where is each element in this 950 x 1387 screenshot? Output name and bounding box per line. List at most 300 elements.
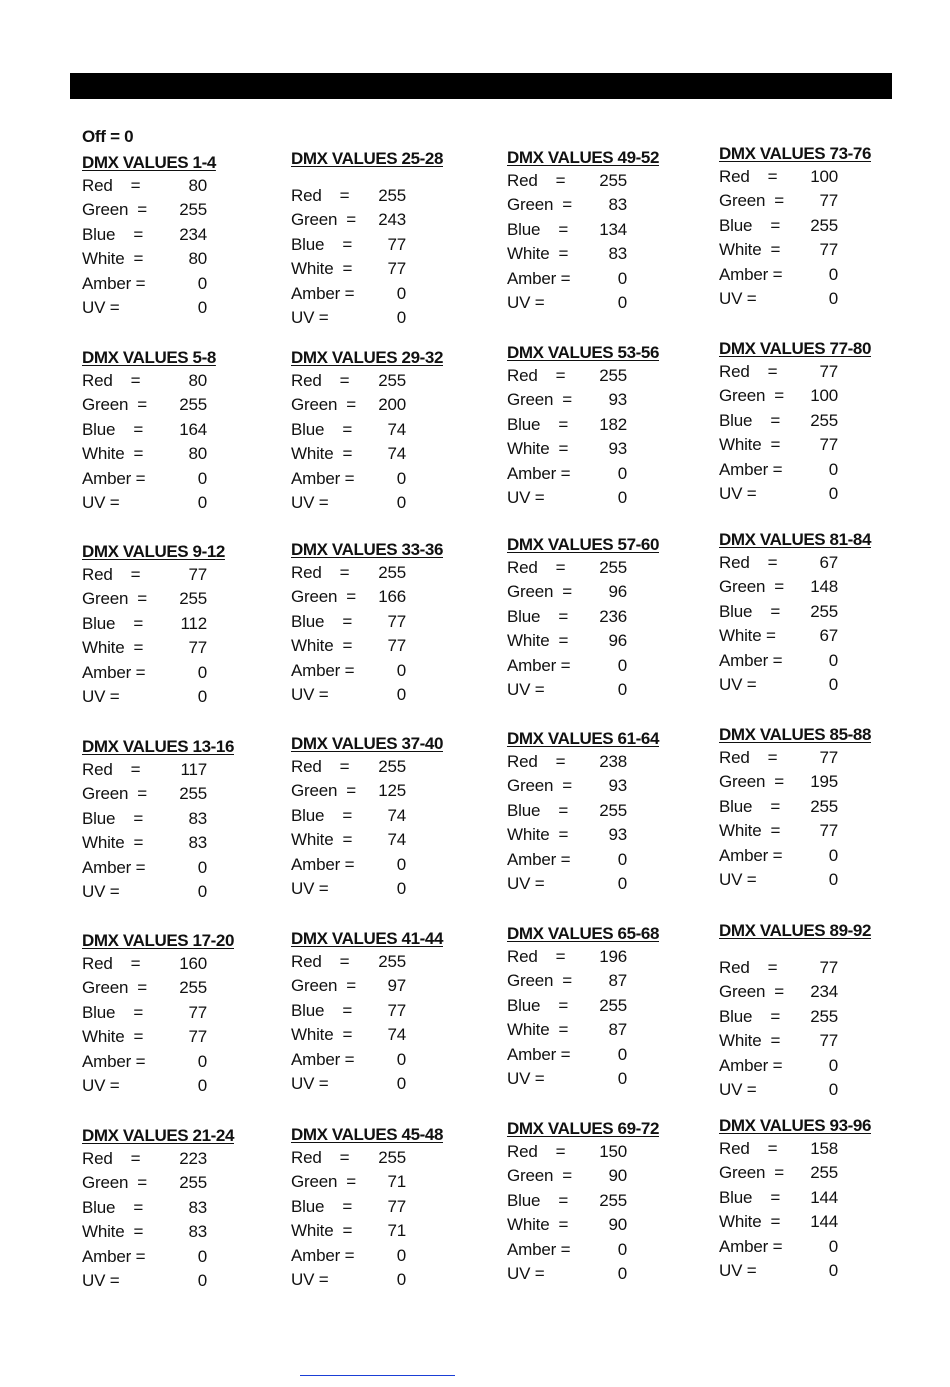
dmx-block bbox=[507, 924, 707, 1093]
dmx-value-row bbox=[507, 1020, 707, 1044]
dmx-block-title: DMX VALUES 5-8 bbox=[82, 348, 216, 367]
channel-label: Blue = bbox=[507, 219, 569, 239]
channel-label: UV = bbox=[291, 878, 329, 898]
dmx-value-row bbox=[719, 1031, 919, 1055]
channel-label: Blue = bbox=[507, 606, 569, 626]
dmx-value-row bbox=[82, 1052, 282, 1076]
channel-value: 77 bbox=[188, 638, 207, 658]
dmx-value-row bbox=[507, 874, 707, 898]
channel-label: Green = bbox=[719, 386, 785, 406]
dmx-value-row bbox=[719, 1007, 919, 1031]
channel-label: White = bbox=[719, 435, 781, 455]
channel-label: Green = bbox=[507, 1166, 573, 1186]
dmx-value-row bbox=[507, 947, 707, 971]
dmx-value-row bbox=[719, 772, 919, 796]
channel-label: Amber = bbox=[719, 459, 783, 479]
channel-value: 160 bbox=[179, 954, 207, 973]
dmx-value-row bbox=[291, 1074, 491, 1098]
channel-value: 255 bbox=[599, 1190, 627, 1210]
channel-value: 164 bbox=[179, 419, 207, 439]
dmx-block bbox=[719, 144, 919, 313]
channel-label: White = bbox=[719, 1212, 781, 1232]
channel-label: Green = bbox=[291, 781, 357, 801]
channel-value: 77 bbox=[387, 1196, 406, 1216]
channel-value: 67 bbox=[819, 553, 838, 572]
channel-value: 255 bbox=[179, 200, 207, 220]
channel-label: White = bbox=[82, 638, 144, 658]
channel-value: 166 bbox=[378, 587, 406, 607]
channel-value: 195 bbox=[810, 772, 838, 792]
channel-label: Red = bbox=[719, 958, 778, 977]
channel-label: UV = bbox=[82, 492, 120, 512]
channel-label: Blue = bbox=[507, 414, 569, 434]
dmx-value-row bbox=[719, 240, 919, 264]
channel-value: 71 bbox=[387, 1172, 406, 1192]
channel-label: Blue = bbox=[507, 1190, 569, 1210]
channel-value: 255 bbox=[179, 395, 207, 415]
dmx-block bbox=[82, 931, 282, 1100]
dmx-value-row bbox=[719, 958, 919, 982]
dmx-value-row bbox=[719, 1188, 919, 1212]
dmx-value-row bbox=[82, 1198, 282, 1222]
dmx-value-row bbox=[291, 661, 491, 685]
dmx-value-row bbox=[719, 675, 919, 699]
dmx-value-row bbox=[507, 680, 707, 704]
channel-label: White = bbox=[291, 259, 353, 279]
dmx-value-row bbox=[82, 420, 282, 444]
channel-label: White = bbox=[82, 1222, 144, 1242]
channel-label: Blue = bbox=[719, 1006, 781, 1026]
dmx-value-row bbox=[291, 1001, 491, 1025]
channel-label: Red = bbox=[507, 947, 566, 966]
channel-value: 0 bbox=[396, 660, 406, 680]
dmx-value-row bbox=[291, 1197, 491, 1221]
dmx-value-row bbox=[507, 752, 707, 776]
dmx-value-row bbox=[82, 858, 282, 882]
dmx-value-row bbox=[82, 687, 282, 711]
channel-value: 0 bbox=[197, 1075, 207, 1095]
channel-value: 83 bbox=[188, 1197, 207, 1217]
channel-label: Amber = bbox=[507, 1044, 571, 1064]
channel-label: UV = bbox=[82, 881, 120, 901]
channel-label: Amber = bbox=[291, 1245, 355, 1265]
channel-label: White = bbox=[291, 1221, 353, 1241]
channel-value: 90 bbox=[608, 1166, 627, 1186]
dmx-value-row bbox=[291, 371, 491, 395]
dmx-value-row bbox=[507, 464, 707, 488]
channel-label: Red = bbox=[507, 171, 566, 190]
channel-label: Green = bbox=[82, 589, 148, 609]
channel-label: Blue = bbox=[719, 215, 781, 235]
channel-value: 255 bbox=[378, 757, 406, 776]
channel-value: 255 bbox=[179, 978, 207, 998]
dmx-value-row bbox=[507, 171, 707, 195]
dmx-value-row bbox=[507, 195, 707, 219]
channel-value: 0 bbox=[396, 878, 406, 898]
channel-value: 77 bbox=[188, 565, 207, 584]
channel-label: Green = bbox=[82, 1173, 148, 1193]
dmx-value-row bbox=[82, 784, 282, 808]
channel-value: 0 bbox=[617, 679, 627, 699]
channel-label: Green = bbox=[719, 191, 785, 211]
dmx-value-row bbox=[82, 882, 282, 906]
channel-label: UV = bbox=[507, 679, 545, 699]
channel-label: UV = bbox=[82, 297, 120, 317]
channel-value: 236 bbox=[599, 606, 627, 626]
channel-value: 77 bbox=[819, 435, 838, 455]
channel-value: 255 bbox=[599, 558, 627, 577]
channel-label: Blue = bbox=[291, 1000, 353, 1020]
channel-value: 134 bbox=[599, 219, 627, 239]
dmx-block-title: DMX VALUES 65-68 bbox=[507, 924, 659, 943]
dmx-block bbox=[291, 929, 491, 1098]
dmx-block-title: DMX VALUES 17-20 bbox=[82, 931, 234, 950]
channel-label: White = bbox=[82, 249, 144, 269]
dmx-block-title: DMX VALUES 77-80 bbox=[719, 339, 871, 358]
channel-value: 77 bbox=[387, 259, 406, 279]
channel-value: 77 bbox=[387, 234, 406, 254]
channel-label: Red = bbox=[719, 553, 778, 572]
channel-label: UV = bbox=[719, 288, 757, 308]
channel-label: White = bbox=[507, 631, 569, 651]
channel-value: 100 bbox=[810, 386, 838, 406]
channel-value: 0 bbox=[396, 684, 406, 704]
dmx-value-row bbox=[719, 748, 919, 772]
dmx-value-row bbox=[82, 249, 282, 273]
channel-value: 80 bbox=[188, 444, 207, 464]
dmx-block-title: DMX VALUES 53-56 bbox=[507, 343, 659, 362]
dmx-value-row bbox=[291, 855, 491, 879]
dmx-value-row bbox=[719, 626, 919, 650]
channel-label: Amber = bbox=[291, 854, 355, 874]
channel-label: Green = bbox=[291, 587, 357, 607]
channel-value: 0 bbox=[396, 1049, 406, 1069]
channel-label: Amber = bbox=[291, 283, 355, 303]
dmx-block-title: DMX VALUES 73-76 bbox=[719, 144, 871, 163]
dmx-value-row bbox=[507, 244, 707, 268]
channel-label: White = bbox=[719, 626, 776, 646]
dmx-value-row bbox=[82, 1271, 282, 1295]
channel-label: Red = bbox=[82, 760, 141, 779]
dmx-value-row bbox=[291, 1050, 491, 1074]
channel-label: UV = bbox=[82, 1270, 120, 1290]
channel-value: 112 bbox=[180, 613, 207, 633]
channel-value: 255 bbox=[378, 1148, 406, 1167]
channel-value: 234 bbox=[179, 224, 207, 244]
dmx-value-row bbox=[507, 656, 707, 680]
dmx-value-row bbox=[719, 651, 919, 675]
channel-label: Amber = bbox=[82, 1051, 146, 1071]
channel-value: 0 bbox=[396, 468, 406, 488]
channel-label: UV = bbox=[719, 869, 757, 889]
channel-label: Green = bbox=[82, 978, 148, 998]
channel-label: Amber = bbox=[719, 650, 783, 670]
dmx-block bbox=[82, 153, 282, 322]
channel-label: Amber = bbox=[507, 655, 571, 675]
channel-value: 255 bbox=[599, 171, 627, 190]
dmx-value-row bbox=[719, 216, 919, 240]
channel-label: Red = bbox=[719, 167, 778, 186]
dmx-value-row bbox=[291, 830, 491, 854]
dmx-block bbox=[719, 725, 919, 894]
channel-label: Green = bbox=[507, 195, 573, 215]
dmx-value-row bbox=[291, 685, 491, 709]
channel-value: 158 bbox=[810, 1139, 838, 1158]
channel-value: 0 bbox=[197, 857, 207, 877]
channel-value: 83 bbox=[608, 244, 627, 264]
dmx-value-row bbox=[507, 607, 707, 631]
channel-value: 97 bbox=[387, 976, 406, 996]
channel-value: 90 bbox=[608, 1215, 627, 1235]
channel-value: 144 bbox=[810, 1212, 838, 1232]
dmx-value-row bbox=[507, 1191, 707, 1215]
channel-label: Blue = bbox=[82, 419, 144, 439]
channel-label: White = bbox=[507, 1020, 569, 1040]
dmx-value-row bbox=[82, 176, 282, 200]
channel-value: 238 bbox=[599, 752, 627, 771]
dmx-value-row bbox=[719, 460, 919, 484]
dmx-value-row bbox=[507, 293, 707, 317]
channel-value: 0 bbox=[396, 1073, 406, 1093]
channel-value: 148 bbox=[810, 577, 838, 597]
dmx-value-row bbox=[82, 200, 282, 224]
channel-value: 87 bbox=[608, 1020, 627, 1040]
channel-label: Blue = bbox=[719, 601, 781, 621]
channel-label: White = bbox=[507, 439, 569, 459]
channel-label: Blue = bbox=[719, 1187, 781, 1207]
dmx-value-row bbox=[82, 1149, 282, 1173]
channel-label: Green = bbox=[507, 582, 573, 602]
dmx-value-row bbox=[719, 191, 919, 215]
dmx-value-row bbox=[82, 978, 282, 1002]
channel-label: Green = bbox=[291, 976, 357, 996]
channel-value: 255 bbox=[179, 1173, 207, 1193]
channel-value: 117 bbox=[180, 760, 207, 779]
channel-label: Green = bbox=[507, 776, 573, 796]
channel-label: Red = bbox=[291, 1148, 350, 1167]
channel-label: Blue = bbox=[507, 995, 569, 1015]
dmx-value-row bbox=[82, 1076, 282, 1100]
dmx-value-row bbox=[291, 636, 491, 660]
dmx-value-row bbox=[507, 801, 707, 825]
channel-label: Blue = bbox=[507, 800, 569, 820]
dmx-value-row bbox=[82, 395, 282, 419]
channel-value: 100 bbox=[810, 167, 838, 186]
channel-value: 0 bbox=[197, 492, 207, 512]
channel-value: 150 bbox=[599, 1142, 627, 1161]
dmx-value-row bbox=[719, 1080, 919, 1104]
dmx-value-row bbox=[82, 274, 282, 298]
channel-label: Blue = bbox=[291, 805, 353, 825]
channel-label: White = bbox=[82, 1027, 144, 1047]
channel-value: 77 bbox=[387, 611, 406, 631]
channel-value: 0 bbox=[828, 845, 838, 865]
dmx-value-row bbox=[507, 269, 707, 293]
channel-value: 77 bbox=[387, 636, 406, 656]
dmx-value-row bbox=[82, 1027, 282, 1051]
channel-label: Red = bbox=[507, 752, 566, 771]
channel-value: 0 bbox=[197, 881, 207, 901]
channel-label: UV = bbox=[82, 1075, 120, 1095]
channel-label: Red = bbox=[719, 748, 778, 767]
dmx-block bbox=[507, 1119, 707, 1288]
dmx-value-row bbox=[719, 553, 919, 577]
channel-value: 0 bbox=[197, 1246, 207, 1266]
channel-value: 200 bbox=[378, 395, 406, 415]
channel-value: 0 bbox=[617, 1263, 627, 1283]
channel-value: 0 bbox=[828, 483, 838, 503]
dmx-value-row bbox=[719, 362, 919, 386]
channel-value: 255 bbox=[810, 1163, 838, 1183]
channel-value: 255 bbox=[378, 563, 406, 582]
channel-value: 93 bbox=[608, 825, 627, 845]
channel-value: 255 bbox=[599, 366, 627, 385]
channel-value: 77 bbox=[819, 191, 838, 211]
dmx-value-row bbox=[291, 308, 491, 332]
channel-label: Amber = bbox=[719, 1236, 783, 1256]
dmx-value-row bbox=[719, 870, 919, 894]
channel-label: White = bbox=[719, 821, 781, 841]
dmx-block bbox=[507, 535, 707, 704]
channel-value: 0 bbox=[617, 292, 627, 312]
dmx-value-row bbox=[507, 415, 707, 439]
channel-value: 77 bbox=[819, 1031, 838, 1051]
dmx-block bbox=[291, 149, 491, 332]
dmx-block-title: DMX VALUES 93-96 bbox=[719, 1116, 871, 1135]
dmx-value-row bbox=[719, 484, 919, 508]
footer-link[interactable] bbox=[300, 1375, 455, 1376]
dmx-value-row bbox=[719, 435, 919, 459]
channel-label: UV = bbox=[82, 686, 120, 706]
channel-label: Red = bbox=[82, 565, 141, 584]
channel-value: 83 bbox=[188, 1222, 207, 1242]
dmx-block-title: DMX VALUES 37-40 bbox=[291, 734, 443, 753]
dmx-block-title: DMX VALUES 9-12 bbox=[82, 542, 225, 561]
channel-value: 125 bbox=[378, 781, 406, 801]
channel-label: Red = bbox=[719, 1139, 778, 1158]
dmx-value-row bbox=[507, 488, 707, 512]
channel-value: 0 bbox=[828, 869, 838, 889]
dmx-value-row bbox=[82, 225, 282, 249]
channel-label: White = bbox=[291, 636, 353, 656]
channel-value: 0 bbox=[396, 492, 406, 512]
dmx-block-title: DMX VALUES 89-92 bbox=[719, 921, 871, 940]
dmx-value-row bbox=[507, 1215, 707, 1239]
channel-value: 0 bbox=[828, 264, 838, 284]
channel-label: Green = bbox=[507, 390, 573, 410]
channel-value: 0 bbox=[617, 1068, 627, 1088]
dmx-value-row bbox=[507, 390, 707, 414]
channel-value: 0 bbox=[617, 1044, 627, 1064]
channel-value: 77 bbox=[819, 362, 838, 381]
channel-label: Blue = bbox=[82, 1002, 144, 1022]
channel-value: 196 bbox=[599, 947, 627, 966]
dmx-value-row bbox=[291, 781, 491, 805]
channel-value: 74 bbox=[387, 830, 406, 850]
channel-value: 80 bbox=[188, 249, 207, 269]
dmx-value-row bbox=[719, 1212, 919, 1236]
channel-value: 255 bbox=[810, 410, 838, 430]
channel-label: UV = bbox=[719, 1079, 757, 1099]
dmx-block-title: DMX VALUES 33-36 bbox=[291, 540, 443, 559]
channel-value: 255 bbox=[179, 589, 207, 609]
channel-label: Green = bbox=[719, 772, 785, 792]
channel-label: Amber = bbox=[82, 662, 146, 682]
dmx-block-title: DMX VALUES 29-32 bbox=[291, 348, 443, 367]
channel-label: Blue = bbox=[719, 410, 781, 430]
dmx-value-row bbox=[291, 1148, 491, 1172]
channel-value: 87 bbox=[608, 971, 627, 991]
dmx-value-row bbox=[719, 289, 919, 313]
channel-value: 0 bbox=[197, 297, 207, 317]
channel-value: 0 bbox=[828, 1055, 838, 1075]
channel-label: Blue = bbox=[82, 224, 144, 244]
channel-label: UV = bbox=[719, 1260, 757, 1280]
channel-label: Green = bbox=[291, 1172, 357, 1192]
channel-label: UV = bbox=[507, 1263, 545, 1283]
off-note: Off = 0 bbox=[82, 127, 134, 146]
dmx-value-row bbox=[719, 982, 919, 1006]
dmx-value-row bbox=[507, 971, 707, 995]
channel-label: UV = bbox=[719, 674, 757, 694]
channel-label: Green = bbox=[719, 982, 785, 1002]
dmx-block bbox=[291, 1125, 491, 1294]
dmx-value-row bbox=[291, 1246, 491, 1270]
dmx-value-row bbox=[82, 589, 282, 613]
dmx-value-row bbox=[291, 1221, 491, 1245]
channel-label: Amber = bbox=[719, 845, 783, 865]
dmx-block bbox=[82, 348, 282, 517]
channel-label: White = bbox=[719, 240, 781, 260]
channel-value: 255 bbox=[810, 215, 838, 235]
dmx-value-row bbox=[82, 809, 282, 833]
channel-label: Blue = bbox=[291, 234, 353, 254]
dmx-value-row bbox=[82, 663, 282, 687]
channel-label: Amber = bbox=[507, 268, 571, 288]
dmx-block bbox=[507, 343, 707, 512]
channel-label: Red = bbox=[507, 366, 566, 385]
dmx-value-row bbox=[719, 846, 919, 870]
channel-label: Amber = bbox=[719, 264, 783, 284]
channel-value: 0 bbox=[197, 273, 207, 293]
dmx-value-row bbox=[719, 1139, 919, 1163]
header-bar bbox=[70, 73, 892, 99]
dmx-block-title: DMX VALUES 13-16 bbox=[82, 737, 234, 756]
channel-value: 255 bbox=[378, 186, 406, 205]
dmx-block-title: DMX VALUES 61-64 bbox=[507, 729, 659, 748]
dmx-value-row bbox=[507, 1045, 707, 1069]
dmx-value-row bbox=[82, 298, 282, 322]
channel-value: 223 bbox=[179, 1149, 207, 1168]
dmx-value-row bbox=[719, 577, 919, 601]
dmx-block bbox=[291, 348, 491, 517]
dmx-value-row bbox=[291, 493, 491, 517]
channel-value: 0 bbox=[396, 1245, 406, 1265]
dmx-value-row bbox=[291, 210, 491, 234]
dmx-value-row bbox=[507, 582, 707, 606]
dmx-value-row bbox=[82, 614, 282, 638]
dmx-value-row bbox=[82, 444, 282, 468]
channel-label: UV = bbox=[291, 1269, 329, 1289]
dmx-value-row bbox=[719, 1237, 919, 1261]
channel-value: 255 bbox=[810, 1006, 838, 1026]
dmx-value-row bbox=[82, 760, 282, 784]
dmx-value-row bbox=[82, 833, 282, 857]
dmx-block bbox=[291, 734, 491, 903]
channel-value: 80 bbox=[188, 176, 207, 195]
dmx-value-row bbox=[82, 469, 282, 493]
channel-value: 0 bbox=[617, 1239, 627, 1259]
